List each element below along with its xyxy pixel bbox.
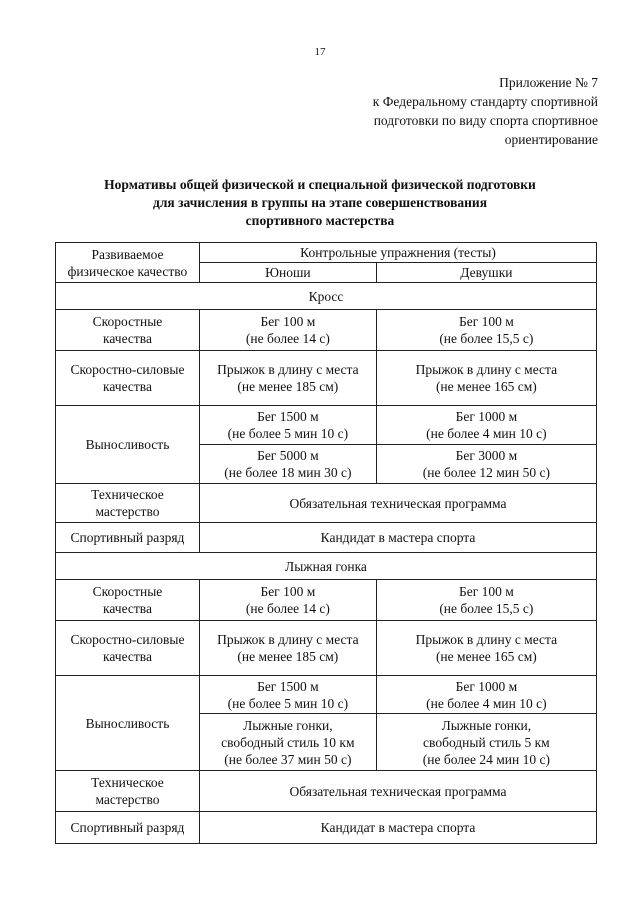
norm-line: (не более 15,5 с) — [439, 331, 534, 346]
section-row — [56, 283, 597, 310]
norm-line: Бег 100 м — [458, 314, 514, 329]
norm-line: (не менее 185 см) — [237, 379, 339, 394]
norm-line: (не более 15,5 с) — [439, 601, 534, 616]
header-row — [56, 243, 597, 263]
quality-line: мастерство — [95, 792, 160, 807]
header-quality-line: физическое качество — [67, 263, 188, 279]
quality-cell: Спортивный разряд — [56, 523, 200, 553]
quality-line: качества — [102, 649, 152, 664]
norm-line: (не более 4 мин 10 с) — [426, 695, 547, 711]
table-row — [56, 523, 597, 553]
section-title-cross: Кросс — [56, 283, 597, 310]
quality-cell — [56, 621, 200, 676]
header-girls: Девушки — [376, 263, 596, 283]
page-number: 17 — [314, 46, 326, 58]
table-row — [56, 621, 597, 676]
norm-line: Бег 100 м — [458, 584, 514, 599]
table-row — [56, 310, 597, 351]
boys-norm — [199, 621, 376, 676]
table-row — [56, 406, 597, 445]
norm-line: (не более 4 мин 10 с) — [426, 426, 547, 441]
boys-norm — [199, 714, 376, 771]
technique-norm: Обязательная техническая программа — [199, 771, 596, 812]
quality-line: Техническое — [91, 775, 164, 790]
table-row — [56, 771, 597, 812]
girls-norm — [376, 676, 596, 714]
appendix-line: ориентирование — [504, 132, 598, 147]
title-line: для зачисления в группы на этапе совершенствования — [153, 195, 487, 210]
norm-line: свободный стиль 5 км — [423, 734, 550, 750]
title-line: спортивного мастерства — [245, 213, 395, 228]
quality-line: качества — [102, 601, 152, 616]
header-quality — [56, 243, 200, 283]
norm-line: Лыжные гонки, — [243, 717, 333, 733]
boys-norm — [199, 580, 376, 621]
header-quality-line: Развиваемое — [91, 246, 164, 262]
quality-cell: Выносливость — [56, 676, 200, 771]
appendix-heading — [298, 73, 598, 149]
appendix-line: Приложение № 7 — [499, 75, 598, 90]
appendix-line: подготовки по виду спорта спортивное — [373, 113, 598, 128]
quality-line: качества — [102, 331, 152, 346]
table-row — [56, 812, 597, 844]
girls-norm — [376, 310, 596, 351]
norm-line: (не более 37 мин 50 с) — [224, 751, 352, 767]
norm-line: (не менее 185 см) — [237, 649, 339, 664]
norm-line: Бег 3000 м — [455, 448, 518, 463]
norm-line: Бег 100 м — [260, 314, 316, 329]
quality-line: качества — [102, 379, 152, 394]
rank-norm: Кандидат в мастера спорта — [199, 812, 596, 844]
header-boys: Юноши — [199, 263, 376, 283]
quality-line: Скоростные — [92, 314, 163, 329]
norm-line: (не более 5 мин 10 с) — [227, 426, 349, 441]
norm-line: Бег 1500 м — [257, 678, 319, 694]
norm-line: Прыжок в длину с места — [217, 632, 359, 647]
quality-cell — [56, 484, 200, 523]
quality-cell — [56, 351, 200, 406]
quality-cell — [56, 771, 200, 812]
table-row — [56, 676, 597, 714]
quality-line: мастерство — [95, 504, 160, 519]
quality-cell — [56, 310, 200, 351]
norm-line: (не более 5 мин 10 с) — [227, 695, 349, 711]
norm-line: Бег 1000 м — [455, 678, 518, 694]
norm-line: (не более 18 мин 30 с) — [224, 465, 352, 480]
document-title — [0, 176, 640, 230]
norm-line: Бег 100 м — [260, 584, 316, 599]
norm-line: (не менее 165 см) — [435, 379, 537, 394]
quality-line: Техническое — [91, 487, 164, 502]
quality-line: Скоростно-силовые — [70, 632, 185, 647]
girls-norm — [376, 445, 596, 484]
girls-norm — [376, 580, 596, 621]
header-tests: Контрольные упражнения (тесты) — [199, 243, 596, 263]
boys-norm — [199, 445, 376, 484]
quality-cell — [56, 580, 200, 621]
section-row — [56, 553, 597, 580]
table-row — [56, 580, 597, 621]
norm-line: Прыжок в длину с места — [415, 362, 558, 377]
norm-line: (не более 14 с) — [245, 601, 330, 616]
norm-line: (не менее 165 см) — [435, 649, 537, 664]
norm-line: (не более 14 с) — [245, 331, 330, 346]
norm-line: Бег 1000 м — [455, 409, 518, 424]
boys-norm — [199, 676, 376, 714]
norm-line: Прыжок в длину с места — [217, 362, 359, 377]
quality-line: Скоростно-силовые — [70, 362, 185, 377]
quality-cell: Выносливость — [56, 406, 200, 484]
title-line: Нормативы общей физической и специальной физической подготовки — [104, 177, 536, 192]
norm-line: Бег 5000 м — [257, 448, 319, 463]
technique-norm: Обязательная техническая программа — [199, 484, 596, 523]
rank-norm: Кандидат в мастера спорта — [199, 523, 596, 553]
boys-norm — [199, 351, 376, 406]
norm-line: свободный стиль 10 км — [221, 734, 355, 750]
section-title-ski: Лыжная гонка — [56, 553, 597, 580]
norm-line: Бег 1500 м — [257, 409, 319, 424]
norms-table — [55, 242, 597, 844]
boys-norm — [199, 310, 376, 351]
girls-norm — [376, 351, 596, 406]
quality-line: Скоростные — [92, 584, 163, 599]
table-row — [56, 351, 597, 406]
norm-line: (не более 24 мин 10 с) — [422, 751, 550, 767]
girls-norm — [376, 621, 596, 676]
girls-norm — [376, 714, 596, 771]
table-row — [56, 484, 597, 523]
norm-line: Лыжные гонки, — [441, 717, 532, 733]
boys-norm — [199, 406, 376, 445]
appendix-line: к Федеральному стандарту спортивной — [372, 94, 598, 109]
norm-line: Прыжок в длину с места — [415, 632, 558, 647]
quality-cell: Спортивный разряд — [56, 812, 200, 844]
norm-line: (не более 12 мин 50 с) — [422, 465, 550, 480]
girls-norm — [376, 406, 596, 445]
